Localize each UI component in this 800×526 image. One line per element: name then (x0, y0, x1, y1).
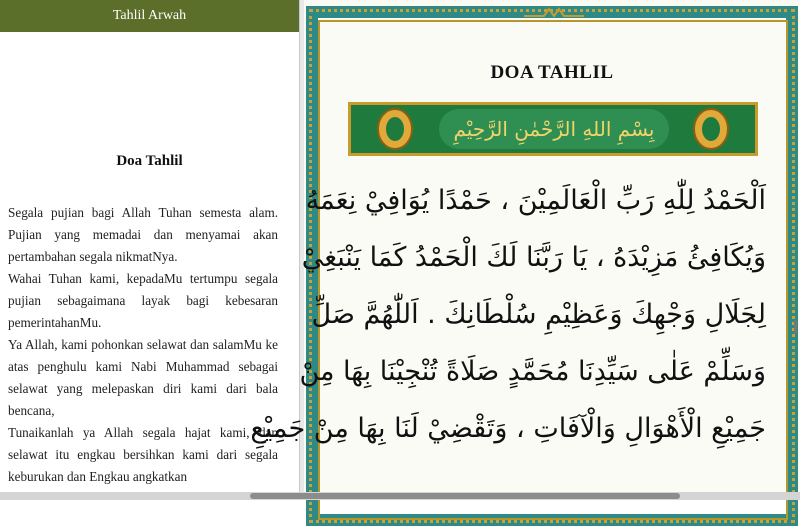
arabic-text (250, 172, 766, 457)
translation-paragraph: Tunaikanlah ya Allah segala hajat kami, dan selawat itu engkau bersihkan kami dari segala keburukan dan Engkau angkatkan (8, 425, 278, 484)
vertical-scroll-indicator[interactable] (794, 320, 797, 334)
left-medallion-icon (375, 106, 415, 152)
border-ornament-icon (524, 6, 584, 18)
bismillah-banner (348, 102, 758, 156)
arabic-line: وَيُكَافِئُ مَزِيْدَهُ ، يَا رَبَّنَا لَكَ الْحَمْدُ كَمَا يَنْبَغِيْ (301, 242, 766, 273)
pane-title-bar (0, 0, 299, 32)
arabic-line: اَلْحَمْدُ لِلّٰهِ رَبِّ الْعَالَمِيْنَ ، حَمْدًا يُوَافِيْ نِعَمَهُ (305, 185, 766, 216)
pane-title: Tahlil Arwah (112, 8, 187, 23)
right-medallion-icon (691, 106, 731, 152)
scrollbar-thumb[interactable] (250, 493, 680, 499)
arabic-line: جَمِيْعِ الْأَهْوَالِ وَالْآفَاتِ ، وَتَقْضِيْ لَنَا بِهَا مِنْ جَمِيْعِ (250, 413, 766, 444)
arabic-line: لِجَلَالِ وَجْهِكَ وَعَظِيْمِ سُلْطَانِكَ . اَللّٰهُمَّ صَلِّ (311, 299, 766, 330)
translation-paragraph: Ya Allah, kami pohonkan selawat dan salamMu ke atas penghulu kami Nabi Muhammad sebagai selawat yang melepaskan diri kami dari bala bencana, (8, 337, 278, 418)
translation-paragraph: Wahai Tuhan kami, kepadaMu tertumpu segala pujian sebagaimana layak bagi kebesaran pemerintahanMu. (8, 271, 278, 330)
arabic-line: وَسَلِّمْ عَلٰى سَيِّدِنَا مُحَمَّدٍ صَلَاةً تُنْجِيْنَا بِهَا مِنْ (299, 356, 766, 387)
translation-paragraph: Segala pujian bagi Allah Tuhan semesta alam. Pujian yang memadai dan menyamai akan pertambahan segala nikmatNya. (8, 205, 278, 264)
section-heading: Doa Tahlil (116, 153, 183, 169)
horizontal-scrollbar[interactable] (0, 492, 800, 500)
bismillah-text: بِسْمِ اللهِ الرَّحْمٰنِ الرَّحِيْمِ (439, 109, 669, 149)
translation-text (8, 202, 278, 488)
page-title: DOA TAHLIL (490, 62, 614, 83)
arabic-page[interactable] (250, 0, 800, 500)
